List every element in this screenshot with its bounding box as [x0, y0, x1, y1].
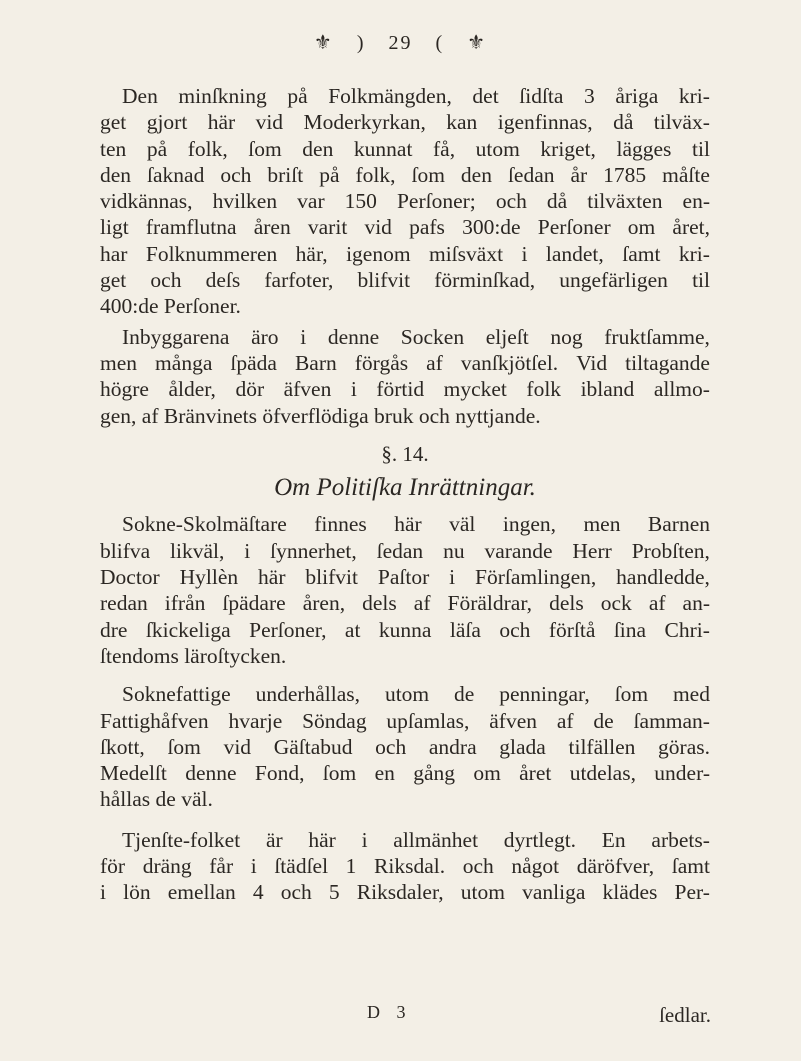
word: an-	[682, 591, 710, 616]
word: däröfver,	[576, 854, 655, 879]
word: den	[460, 162, 492, 187]
word: nog	[550, 324, 583, 349]
word: tilfällen	[568, 734, 636, 759]
text-line	[100, 734, 710, 760]
paragraph-servants	[100, 827, 710, 906]
word: hvarje	[228, 708, 283, 733]
word: kriget,	[540, 136, 596, 161]
word: Chri-	[664, 617, 710, 642]
word: i	[449, 565, 456, 590]
word: ungefärligen	[559, 268, 668, 293]
word: och	[375, 734, 407, 759]
word: arbets-	[651, 827, 710, 852]
word: 4	[252, 880, 264, 905]
text-line	[100, 188, 710, 214]
word: men	[583, 512, 621, 537]
word: om	[627, 215, 656, 240]
header-paren-left: )	[356, 32, 366, 54]
word: af	[648, 591, 666, 616]
word: miſsväxt	[428, 241, 504, 266]
word: året	[519, 761, 552, 786]
word: måſte	[662, 162, 710, 187]
word: Paſtor	[377, 565, 430, 590]
paragraph-poor	[100, 681, 710, 812]
word: göras.	[658, 734, 710, 759]
word: under-	[654, 761, 710, 786]
word: ock	[600, 591, 632, 616]
word: dräng	[142, 854, 192, 879]
text-line	[100, 564, 710, 590]
word: tiltagande	[625, 350, 710, 375]
word: Socken	[400, 324, 465, 349]
word: handledde,	[616, 565, 710, 590]
word: och	[150, 268, 182, 293]
word: ſom	[614, 682, 649, 707]
word: Folkmängden,	[328, 84, 452, 108]
word: lön	[123, 880, 151, 905]
word: men	[100, 350, 138, 375]
word: utom	[460, 880, 505, 905]
word: ſkickeliga	[145, 617, 231, 642]
word: om	[473, 761, 501, 786]
word: finnes	[314, 512, 367, 537]
paragraph-population	[100, 83, 710, 320]
word: ſom	[167, 734, 201, 759]
word: här	[308, 827, 336, 852]
word: de	[454, 682, 475, 707]
word: allmo-	[653, 377, 710, 402]
text-line	[100, 511, 710, 537]
word: briſt	[267, 162, 304, 187]
word: Folknummeren	[145, 241, 278, 266]
word: denne	[327, 324, 380, 349]
text-line	[100, 214, 710, 240]
word: för	[100, 854, 126, 879]
word: igenom	[346, 241, 411, 266]
word: tilväxten	[587, 189, 663, 214]
word: Riksdal.	[374, 854, 446, 879]
word: vanliga	[522, 880, 586, 905]
word: blifvit	[357, 268, 411, 293]
word: varande	[484, 538, 553, 563]
text-line: gen, af Bränvinets öfverflödiga bruk och nyttjande.	[100, 403, 541, 428]
word: til	[692, 136, 710, 161]
word: förminſkad,	[434, 268, 536, 293]
text-line	[100, 617, 710, 643]
word: Barnen	[647, 512, 710, 537]
word: klädes	[602, 880, 658, 905]
word: dels	[549, 591, 584, 616]
word: äro	[251, 324, 279, 349]
word: något	[511, 854, 560, 879]
section-number: §. 14.	[381, 441, 429, 466]
word: har	[100, 241, 128, 266]
word: här	[258, 565, 286, 590]
word: kan	[446, 110, 478, 135]
word: en	[374, 761, 395, 786]
word: året,	[672, 215, 710, 240]
word: med	[672, 682, 710, 707]
word: tilväx-	[653, 110, 710, 135]
word: får	[209, 854, 234, 879]
word: på	[287, 84, 308, 108]
text-line	[100, 708, 710, 734]
word: pafs	[409, 215, 445, 240]
header-paren-right: (	[435, 32, 445, 54]
word: blifva	[100, 538, 151, 563]
word: på	[146, 136, 168, 161]
word: at	[344, 617, 361, 642]
text-line	[100, 827, 710, 853]
word: här	[394, 512, 422, 537]
word: Hyllèn	[179, 565, 239, 590]
word: ten	[100, 136, 127, 161]
word: ſamt	[671, 854, 710, 879]
word: eljeſt	[485, 324, 529, 349]
word: ibland	[580, 377, 635, 402]
word: förſtå	[548, 617, 596, 642]
word: ſtädſel	[274, 854, 329, 879]
word: i	[244, 538, 251, 563]
word: andra	[428, 734, 477, 759]
word: kri-	[678, 84, 710, 108]
word: af	[556, 708, 574, 733]
word: ſom	[411, 162, 445, 187]
word: äfven	[489, 708, 538, 733]
text-line: hållas de väl.	[100, 787, 213, 812]
word: ſidſta	[519, 84, 564, 108]
word: det	[472, 84, 499, 108]
word: ſamt	[622, 241, 661, 266]
word: varit	[307, 215, 348, 240]
word: Vid	[576, 350, 608, 375]
word: Fond,	[254, 761, 305, 786]
word: til	[692, 268, 710, 293]
section-heading: Om Politiſka Inrättningar.	[274, 474, 536, 502]
word: upſamlas,	[386, 708, 470, 733]
word: Föräldrar,	[447, 591, 533, 616]
word: läſa	[449, 617, 481, 642]
word: ålder,	[168, 377, 216, 402]
ornament-right-icon: ⚜	[467, 32, 488, 54]
word: 3	[584, 84, 595, 108]
word: äfven	[283, 377, 332, 402]
word: Tjenſte-folket	[122, 827, 241, 852]
word: ſamman-	[633, 708, 710, 733]
word: nu	[443, 538, 465, 563]
word: vid	[364, 215, 392, 240]
word: dyrtlegt.	[503, 827, 577, 852]
word: Söndag	[302, 708, 367, 733]
word: fruktſamme,	[604, 324, 710, 349]
word: folk,	[355, 162, 396, 187]
word: den	[302, 136, 334, 161]
text-line	[100, 162, 710, 188]
word: på	[319, 162, 340, 187]
body-text	[100, 83, 710, 910]
text-line	[100, 590, 710, 616]
word: i	[300, 324, 307, 349]
word: i	[100, 880, 106, 905]
word: ſynnerhet,	[270, 538, 357, 563]
page-number: 29	[388, 32, 413, 54]
word: utdelas,	[569, 761, 636, 786]
text-line	[100, 853, 710, 879]
word: Barn	[294, 350, 337, 375]
word: få,	[433, 136, 456, 161]
text-line	[100, 681, 710, 707]
signature-mark: D 3	[367, 1002, 412, 1022]
word: väl	[449, 512, 476, 537]
word: get	[100, 110, 127, 135]
word: ſedan	[507, 162, 555, 187]
word: Den	[122, 84, 158, 108]
word: förtid	[376, 377, 425, 402]
ornament-left-icon: ⚜	[313, 32, 334, 54]
word: Perſoner,	[249, 617, 327, 642]
word: vanſkjötſel.	[460, 350, 559, 375]
word: vid	[223, 734, 252, 759]
text-line	[100, 136, 710, 162]
word: och	[220, 162, 252, 187]
word: många	[155, 350, 213, 375]
word: ligt	[100, 215, 129, 240]
word: ſaknad	[147, 162, 205, 187]
word: dre	[100, 617, 128, 642]
word: Soknefattige	[122, 682, 231, 707]
word: då	[613, 110, 634, 135]
word: och	[462, 854, 494, 879]
word: åren,	[302, 591, 346, 616]
word: blifvit	[305, 565, 358, 590]
word: redan	[100, 591, 148, 616]
word: kunna	[378, 617, 432, 642]
word: ſedan	[376, 538, 424, 563]
word: högre	[100, 377, 149, 402]
word: Förſamlingen,	[475, 565, 597, 590]
word: lägges	[616, 136, 672, 161]
word: vidkännas,	[100, 189, 193, 214]
word: ingen,	[502, 512, 556, 537]
word: hvilken	[212, 189, 278, 214]
word: kunnat	[353, 136, 413, 161]
word: dör	[235, 377, 265, 402]
word: här,	[295, 241, 328, 266]
word: i	[350, 377, 357, 402]
word: af	[413, 591, 431, 616]
text-line	[100, 376, 710, 402]
word: ſkott,	[100, 734, 145, 759]
word: emellan	[167, 880, 236, 905]
word: allmänhet	[393, 827, 479, 852]
word: folk,	[187, 136, 228, 161]
word: farfoter,	[264, 268, 334, 293]
word: åren	[253, 215, 291, 240]
running-header	[0, 30, 801, 55]
word: 5	[328, 880, 340, 905]
word: år	[570, 162, 588, 187]
word: kri-	[678, 241, 710, 266]
word: likväl,	[170, 538, 225, 563]
text-line	[100, 241, 710, 267]
word: och	[495, 189, 527, 214]
word: vid	[255, 110, 284, 135]
word: 1	[345, 854, 357, 879]
text-line	[100, 879, 710, 905]
text-line	[100, 267, 710, 293]
word: Fattighåfven	[100, 708, 209, 733]
word: då	[546, 189, 568, 214]
word: landet,	[545, 241, 604, 266]
catchword: ſedlar.	[659, 1003, 711, 1027]
word: i	[250, 854, 257, 879]
word: Per-	[674, 880, 710, 905]
word: ſpäda	[230, 350, 277, 375]
word: ſom	[248, 136, 282, 161]
word: penningar,	[499, 682, 590, 707]
word: igenfinnas,	[497, 110, 593, 135]
text-line	[100, 109, 710, 135]
word: Doctor	[100, 565, 160, 590]
word: här	[207, 110, 236, 135]
word: utom	[475, 136, 520, 161]
word: folk	[526, 377, 562, 402]
text-line	[100, 760, 710, 786]
word: Herr	[572, 538, 612, 563]
word: gjort	[146, 110, 188, 135]
word: ſom	[322, 761, 357, 786]
word: utom	[384, 682, 430, 707]
word: Perſoner	[537, 215, 611, 240]
word: ſina	[613, 617, 647, 642]
word: Gäſtabud	[273, 734, 353, 759]
word: och	[499, 617, 531, 642]
word: denne	[185, 761, 237, 786]
word: ſpädare	[222, 591, 286, 616]
word: Riksdaler,	[356, 880, 444, 905]
word: var	[297, 189, 325, 214]
word: gång	[413, 761, 455, 786]
word: mycket	[443, 377, 507, 402]
word: de	[593, 708, 614, 733]
word: Perſoner;	[396, 189, 476, 214]
word: af	[426, 350, 443, 375]
text-line	[100, 350, 710, 376]
word: En	[601, 827, 626, 852]
text-line: ſtendoms läroſtycken.	[100, 643, 287, 668]
text-line: 400:de Perſoner.	[100, 294, 241, 319]
word: dels	[362, 591, 397, 616]
word: en-	[682, 189, 710, 214]
word: åriga	[615, 84, 659, 108]
word: Probſten,	[631, 538, 710, 563]
word: framflutna	[145, 215, 237, 240]
word: är	[265, 827, 283, 852]
word: ifrån	[164, 591, 206, 616]
word: Inbyggarena	[122, 324, 230, 349]
word: 300:de	[462, 215, 521, 240]
text-line	[100, 324, 710, 350]
word: Sokne-Skolmäſtare	[122, 512, 287, 537]
word: get	[100, 268, 127, 293]
word: Medelſt	[100, 761, 167, 786]
word: den	[100, 162, 132, 187]
word: i	[361, 827, 368, 852]
word: förgås	[354, 350, 409, 375]
text-line	[100, 83, 710, 109]
word: minſkning	[178, 84, 267, 108]
word: underhållas,	[255, 682, 361, 707]
word: deſs	[205, 268, 241, 293]
paragraph-school	[100, 511, 710, 669]
paragraph-inhabitants	[100, 324, 710, 429]
word: 150	[344, 189, 377, 214]
word: i	[521, 241, 528, 266]
word: glada	[499, 734, 546, 759]
text-line	[100, 538, 710, 564]
word: och	[280, 880, 312, 905]
word: Moderkyrkan,	[303, 110, 426, 135]
word: 1785	[603, 162, 647, 187]
